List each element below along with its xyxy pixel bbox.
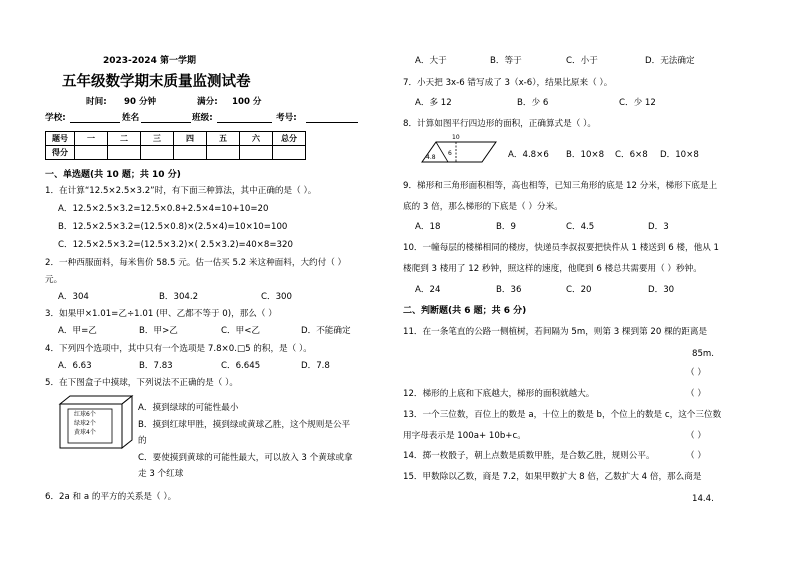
- q12-answer-paren[interactable]: （ ）: [686, 389, 706, 399]
- score-input-cell[interactable]: [108, 146, 141, 160]
- question-11: 11．在一条笔直的公路一侧植树，若间隔为 5m，则第 3 棵到第 20 棵的距离是: [403, 327, 708, 337]
- q6-option-a[interactable]: A．大于: [415, 56, 447, 66]
- time-value: 90 分钟: [124, 97, 157, 107]
- q4-option-c[interactable]: C．6.645: [221, 361, 261, 371]
- name-field-label: 姓名: [122, 113, 140, 123]
- q8-option-c[interactable]: C．6×8: [615, 150, 648, 160]
- question-10: 10．一幢每层的楼梯相同的楼房，快递员李叔叔要把快件从 1 楼送到 6 楼，他从 1: [403, 243, 719, 253]
- score-table: [45, 131, 306, 160]
- question-3: 3．如果甲×1.01=乙÷1.01 (甲、乙都不等于 0)，那么（ ）: [45, 309, 277, 319]
- q6-option-c[interactable]: C．小于: [566, 56, 598, 66]
- school-year: 2023-2024 第一学期: [103, 56, 196, 66]
- q10-option-b[interactable]: B．36: [496, 285, 522, 295]
- score-input-cell[interactable]: [207, 146, 240, 160]
- q9-option-d[interactable]: D．3: [648, 222, 669, 232]
- question-2: 2．一种西服面料，每米售价 58.5 元。估一估买 5.2 米这种面料，大约付（ ）: [45, 258, 347, 268]
- box-label-green: 绿球2个: [74, 420, 96, 427]
- q4-option-d[interactable]: D．7.8: [301, 361, 330, 371]
- q2-option-c[interactable]: C．300: [261, 292, 292, 302]
- q6-option-b[interactable]: B．等于: [490, 56, 522, 66]
- q5-option-c[interactable]: C．要使摸到黄球的可能性最大，可以放入 3 个黄球或拿: [138, 453, 353, 463]
- score-input-cell[interactable]: [273, 146, 306, 160]
- school-field[interactable]: [70, 113, 120, 123]
- q11-answer-paren[interactable]: （ ）: [686, 368, 706, 378]
- time-label: 时间:: [86, 97, 107, 107]
- question-15: 15．甲数除以乙数，商是 7.2，如果甲数扩大 8 倍，乙数扩大 4 倍，那么商是: [403, 472, 702, 482]
- q5-option-a[interactable]: A．摸到绿球的可能性最小: [138, 403, 239, 413]
- score-cell: 六: [240, 132, 273, 146]
- q5-option-c-cont: 走 3 个红球: [138, 469, 184, 479]
- class-field-label: 班级:: [192, 113, 213, 123]
- q10-option-a[interactable]: A．24: [415, 285, 441, 295]
- score-input-cell[interactable]: [75, 146, 108, 160]
- class-field[interactable]: [217, 113, 272, 123]
- score-cell: 题号: [46, 132, 75, 146]
- section-single-choice: 一、单选题(共 10 题；共 10 分): [45, 170, 181, 180]
- q9-option-c[interactable]: C．4.5: [566, 222, 595, 232]
- score-cell: 总分: [273, 132, 306, 146]
- question-11-cont: 85m.: [692, 349, 715, 359]
- question-1: 1．在计算“12.5×2.5×3.2”时，有下面三种算法，其中正确的是（ ）。: [45, 186, 317, 196]
- box-label-red: 红球6个: [74, 411, 96, 418]
- score-cell: 得分: [46, 146, 75, 160]
- fig-label-4-8: 4.8: [426, 154, 436, 161]
- question-9-cont: 底的 3 倍，那么梯形的下底是（ ）分米。: [403, 202, 563, 212]
- q13-answer-paren[interactable]: （ ）: [686, 431, 706, 441]
- q1-option-b[interactable]: B．12.5×2.5×3.2=(12.5×0.8)×(2.5×4)=10×10=100: [58, 222, 288, 232]
- score-cell: 二: [108, 132, 141, 146]
- question-12: 12．梯形的上底和下底越大，梯形的面积就越大。: [403, 389, 595, 399]
- number-field[interactable]: [306, 113, 358, 123]
- q2-option-b[interactable]: B．304.2: [159, 292, 199, 302]
- question-13-cont: 用字母表示是 100a+ 10b+c。: [403, 431, 526, 441]
- q3-option-d[interactable]: D．不能确定: [301, 326, 351, 336]
- score-cell: 五: [207, 132, 240, 146]
- q5-option-b[interactable]: B．摸到红球甲胜，摸到绿或黄球乙胜，这个规则是公平: [138, 420, 351, 430]
- q3-option-c[interactable]: C．甲<乙: [221, 326, 260, 336]
- question-9: 9．梯形和三角形面积相等，高也相等，已知三角形的底是 12 分米，梯形下底是上: [403, 181, 718, 191]
- q8-option-a[interactable]: A．4.8×6: [508, 150, 549, 160]
- question-13: 13．一个三位数，百位上的数是 a，十位上的数是 b，个位上的数是 c，这个三位数: [403, 410, 722, 420]
- q7-option-b[interactable]: B．少 6: [517, 98, 549, 108]
- question-8: 8．计算如图平行四边形的面积，正确算式是（ ）。: [403, 119, 596, 129]
- exam-title: 五年级数学期末质量监测试卷: [62, 74, 251, 90]
- ball-box-figure: [56, 394, 136, 450]
- q1-option-c[interactable]: C．12.5×2.5×3.2=(12.5×3.2)×( 2.5×3.2)=40×8=320: [58, 240, 293, 250]
- question-10-cont: 楼爬到 3 楼用了 12 秒钟，照这样的速度，他爬到 6 楼总共需要用（ ）秒钟。: [403, 264, 702, 274]
- box-label-yellow: 黄球4个: [74, 429, 96, 436]
- q1-option-a[interactable]: A．12.5×2.5×3.2=12.5×0.8+2.5×4=10+10=20: [58, 204, 269, 214]
- question-15-cont: 14.4.: [692, 494, 714, 504]
- q3-option-b[interactable]: B．甲>乙: [139, 326, 178, 336]
- score-input-cell[interactable]: [240, 146, 273, 160]
- full-score-label: 满分:: [197, 97, 218, 107]
- q9-option-a[interactable]: A．18: [415, 222, 441, 232]
- q5-option-b-cont: 的: [138, 436, 147, 446]
- fig-label-10: 10: [452, 134, 460, 141]
- name-field[interactable]: [141, 113, 191, 123]
- q8-option-d[interactable]: D．10×8: [660, 150, 699, 160]
- score-cell: 四: [174, 132, 207, 146]
- question-5: 5．在下图盒子中摸球，下列说法不正确的是（ ）。: [45, 378, 238, 388]
- q10-option-c[interactable]: C．20: [566, 285, 592, 295]
- section-true-false: 二、判断题(共 6 题；共 6 分): [403, 306, 527, 316]
- score-cell: 三: [141, 132, 174, 146]
- q9-option-b[interactable]: B．9: [496, 222, 516, 232]
- score-input-cell[interactable]: [174, 146, 207, 160]
- question-2-cont: 元。: [45, 275, 63, 285]
- score-table-score-row: [46, 146, 306, 160]
- score-input-cell[interactable]: [141, 146, 174, 160]
- q4-option-b[interactable]: B．7.83: [139, 361, 173, 371]
- q3-option-a[interactable]: A．甲=乙: [58, 326, 97, 336]
- score-cell: 一: [75, 132, 108, 146]
- school-field-label: 学校:: [45, 113, 66, 123]
- score-table-header-row: [46, 132, 306, 146]
- question-14: 14．掷一枚骰子，朝上点数是质数甲胜，是合数乙胜，规则公平。: [403, 451, 655, 461]
- q4-option-a[interactable]: A．6.63: [58, 361, 92, 371]
- number-field-label: 考号:: [276, 113, 297, 123]
- q7-option-c[interactable]: C．少 12: [619, 98, 656, 108]
- q10-option-d[interactable]: D．30: [648, 285, 675, 295]
- q6-option-d[interactable]: D．无法确定: [645, 56, 695, 66]
- q2-option-a[interactable]: A．304: [58, 292, 89, 302]
- full-score-value: 100 分: [232, 97, 262, 107]
- q14-answer-paren[interactable]: （ ）: [686, 451, 706, 461]
- question-7: 7．小天把 3x-6 错写成了 3（x-6），结果比原来（ ）。: [403, 78, 613, 88]
- q8-option-b[interactable]: B．10×8: [566, 150, 605, 160]
- question-4: 4．下列四个选项中，其中只有一个选项是 7.8×0.□5 的积，是（ ）。: [45, 344, 312, 354]
- q7-option-a[interactable]: A．多 12: [415, 98, 452, 108]
- fig-label-6: 6: [448, 150, 452, 157]
- question-6: 6．2a 和 a 的平方的关系是（ ）。: [45, 492, 177, 502]
